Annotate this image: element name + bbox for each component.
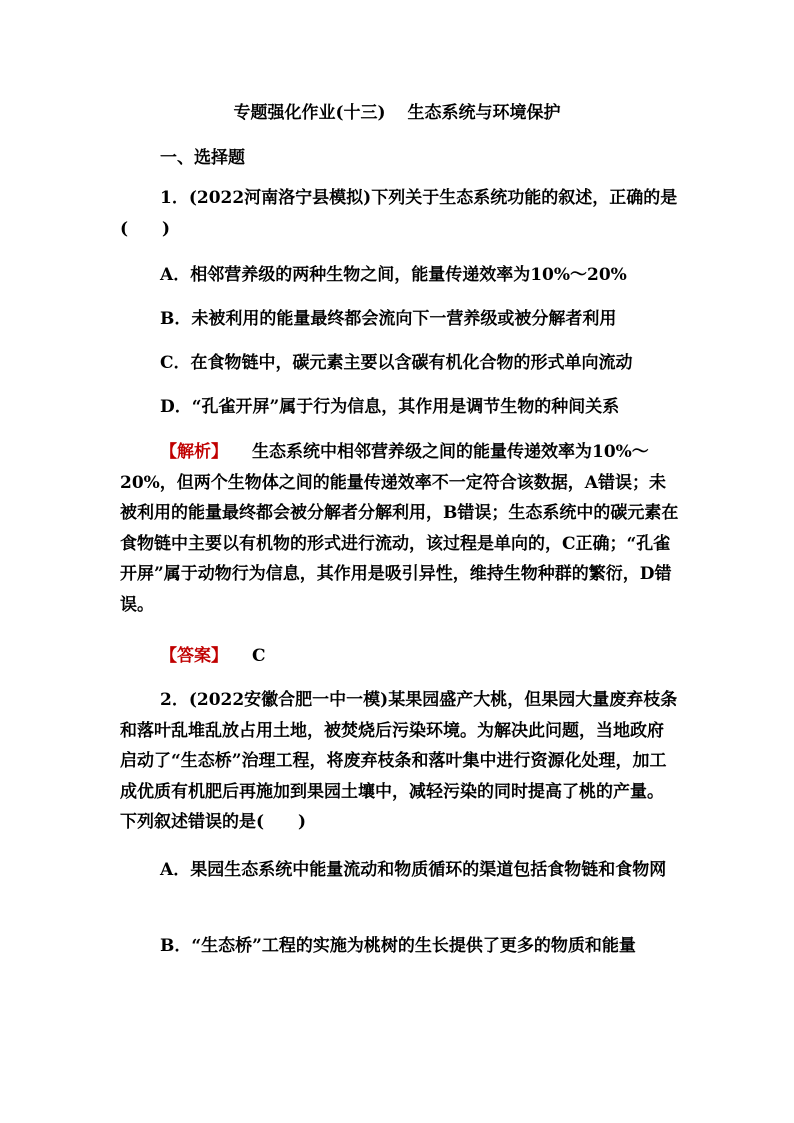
analysis-text: 生态系统中相邻营养级之间的能量传递效率为10%～20%，但两个生物体之间的能量传递效率不一定符合该数据，A错误；未被利用的能量最终都会被分解者分解利用，B错误；生态系统中的碳元素在食物链中主要以有机物的形式进行流动，该过程是单向的，C正确；“孔雀开屏”属于动物行为信息，其作用是吸引异性，维持生物种群的繁衍，D错误。: [120, 442, 679, 615]
analysis-tag: 【解析】: [160, 442, 228, 462]
title-topic: 生态系统与环境保护: [407, 103, 561, 123]
answer-tag: 【答案】: [160, 646, 228, 666]
question-1-option-b: B．未被利用的能量最终都会流向下一营养级或被分解者利用: [160, 309, 617, 329]
question-1-stem: 1．(2022河南洛宁县模拟)下列关于生态系统功能的叙述，正确的是( ): [120, 188, 678, 239]
question-1-option-c: C．在食物链中，碳元素主要以含碳有机化合物的形式单向流动: [160, 353, 633, 373]
question-1-answer: [120, 641, 680, 672]
answer-value: C: [252, 646, 266, 666]
title-series: 专题强化作业(十三): [233, 103, 386, 123]
question-2-option-b: B．“生态桥”工程的实施为桃树的生长提供了更多的物质和能量: [160, 936, 636, 956]
question-2-stem: 2．(2022安徽合肥一中一模)某果园盛产大桃，但果园大量废弃枝条和落叶乱堆乱放占用土地，被焚烧后污染环境。为解决此问题，当地政府启动了“生态桥”治理工程，将废弃枝条和落叶集中进行资源化处理，加工成优质有机肥后再施加到果园土壤中，减轻污染的同时提高了桃的产量。下列叙述错误的是( ): [120, 690, 678, 832]
page-title: [0, 98, 794, 123]
question-1-option-a: A．相邻营养级的两种生物之间，能量传递效率为10%～20%: [160, 265, 627, 285]
question-1-analysis: [120, 437, 680, 620]
question-1-option-d: D．“孔雀开屏”属于行为信息，其作用是调节生物的种间关系: [160, 397, 620, 417]
section-heading: 一、选择题: [160, 148, 245, 168]
question-2-option-a: A．果园生态系统中能量流动和物质循环的渠道包括食物链和食物网: [160, 860, 667, 880]
